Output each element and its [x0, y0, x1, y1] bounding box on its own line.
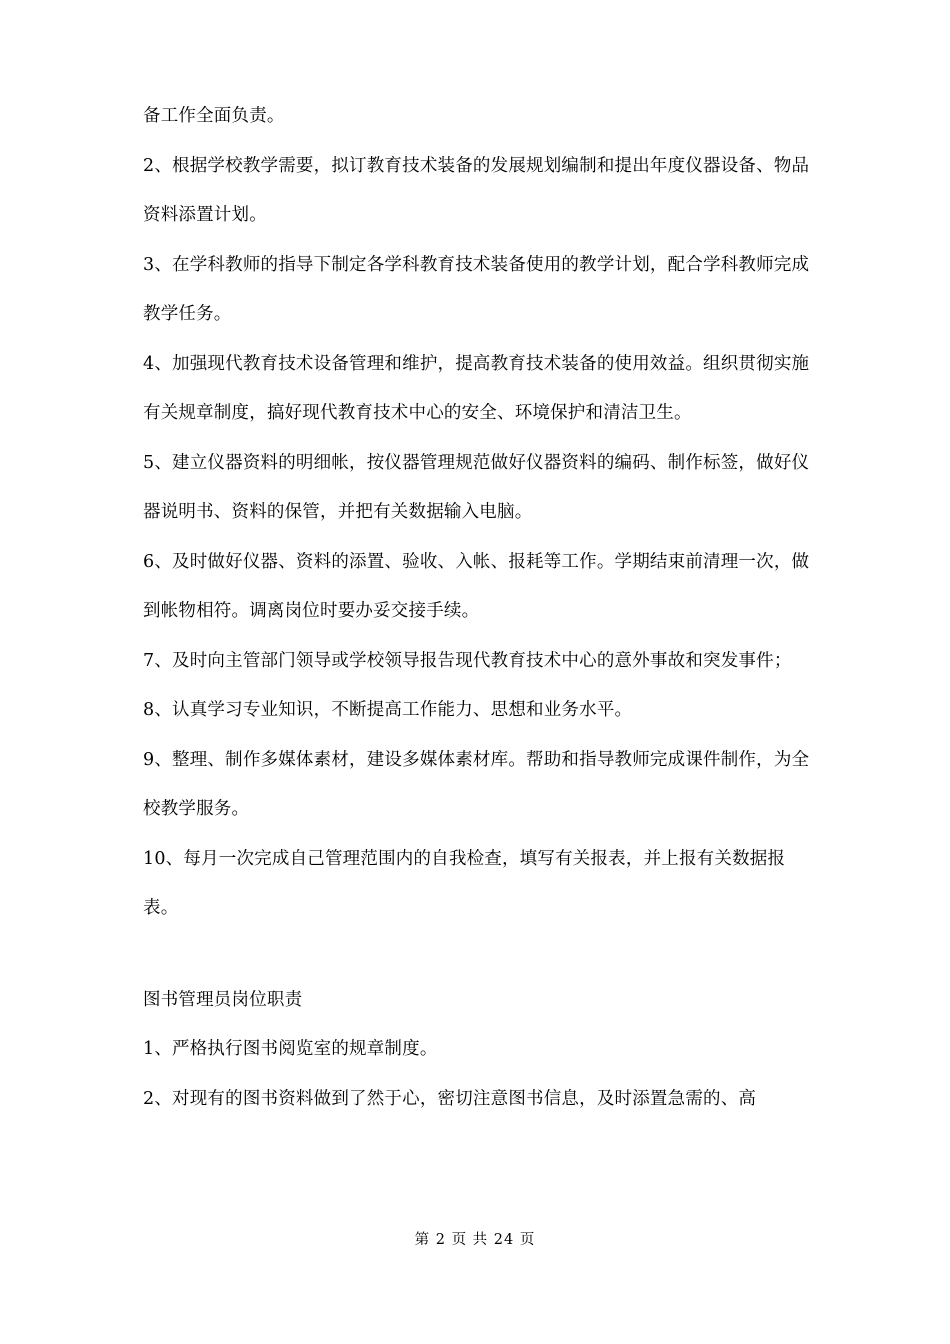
paragraph: 3、在学科教师的指导下制定各学科教育技术装备使用的教学计划，配合学科教师完成教学任务。: [143, 254, 810, 324]
paragraph: 2、对现有的图书资料做到了然于心，密切注意图书信息，及时添置急需的、高: [143, 1088, 757, 1109]
paragraph: 1、严格执行图书阅览室的规章制度。: [143, 1039, 438, 1059]
paragraph: 7、及时向主管部门领导或学校领导报告现代教育技术中心的意外事故和突发事件；: [143, 650, 792, 671]
paragraph: 10、每月一次完成自己管理范围内的自我检查，填写有关报表，并上报有关数据报表。: [143, 848, 786, 918]
paragraph: 备工作全面负责。: [143, 106, 285, 126]
section-spacer: [143, 934, 818, 976]
paragraph: 9、整理、制作多媒体素材，建设多媒体素材库。帮助和指导教师完成课件制作，为全校教学服务。: [143, 749, 810, 819]
paragraph: 4、加强现代教育技术设备管理和维护，提高教育技术装备的使用效益。组织贯彻实施有关规章制度，搞好现代教育技术中心的安全、环境保护和清洁卫生。: [143, 353, 810, 423]
section-title: 图书管理员岗位职责: [143, 989, 303, 1010]
paragraph: 6、及时做好仪器、资料的添置、验收、入帐、报耗等工作。学期结束前清理一次，做到帐物相符。调离岗位时要办妥交接手续。: [143, 551, 810, 621]
paragraph: 8、认真学习专业知识，不断提高工作能力、思想和业务水平。: [143, 700, 633, 720]
page-content: [143, 92, 818, 1124]
page-footer: 第 2 页 共 24 页: [414, 1232, 536, 1248]
paragraph: 5、建立仪器资料的明细帐，按仪器管理规范做好仪器资料的编码、制作标签，做好仪器说明书、资料的保管，并把有关数据输入电脑。: [143, 452, 810, 522]
paragraph: 2、根据学校教学需要，拟订教育技术装备的发展规划编制和提出年度仪器设备、物品资料添置计划。: [143, 155, 810, 225]
